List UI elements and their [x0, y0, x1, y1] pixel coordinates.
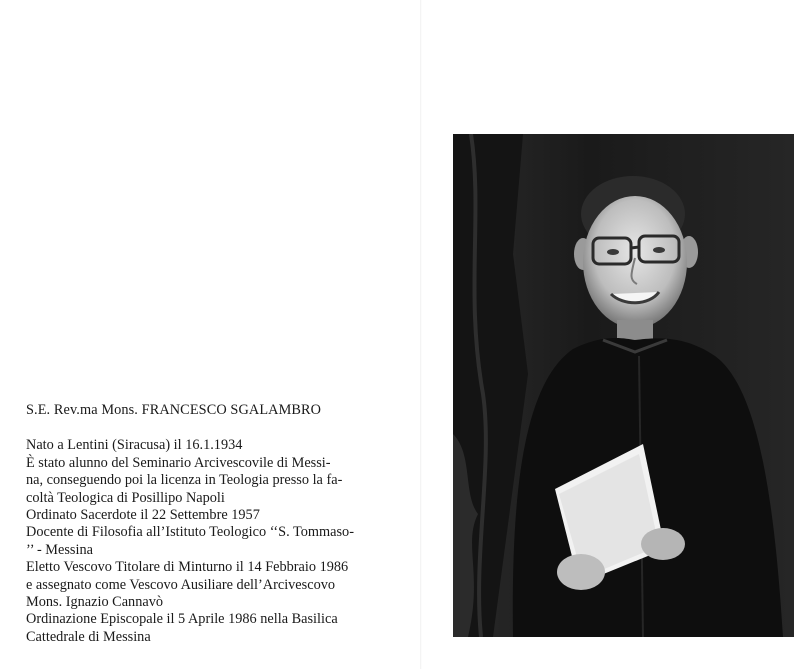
- bio-line: Eletto Vescovo Titolare di Minturno il 14 Febbraio 1986: [26, 559, 349, 576]
- bio-line: Cattedrale di Messina: [26, 628, 151, 645]
- bio-line: e assegnato come Vescovo Ausiliare dell’Arcivescovo: [26, 576, 336, 593]
- portrait-illustration: [453, 134, 794, 637]
- bio-line: Docente di Filosofia all’Istituto Teologico ‘‘S. Tommaso-: [26, 524, 354, 541]
- biography-text: [26, 402, 421, 646]
- bio-line: Nato a Lentini (Siracusa) il 16.1.1934: [26, 437, 243, 454]
- bio-line: È stato alunno del Seminario Arcivescovile di Messi-: [26, 454, 331, 471]
- bio-line: coltà Teologica di Posillipo Napoli: [26, 489, 225, 506]
- bio-line: ’’ - Messina: [26, 541, 93, 558]
- bio-line: na, conseguendo poi la licenza in Teologia presso la fa-: [26, 472, 343, 489]
- bio-line: Mons. Ignazio Cannavò: [26, 594, 163, 611]
- bio-line: Ordinazione Episcopale il 5 Aprile 1986 nella Basilica: [26, 611, 338, 628]
- heading-title: S.E. Rev.ma Mons. FRANCESCO SGALAMBRO: [26, 402, 322, 418]
- portrait-photo: [453, 134, 794, 637]
- bio-line: Ordinato Sacerdote il 22 Settembre 1957: [26, 507, 260, 524]
